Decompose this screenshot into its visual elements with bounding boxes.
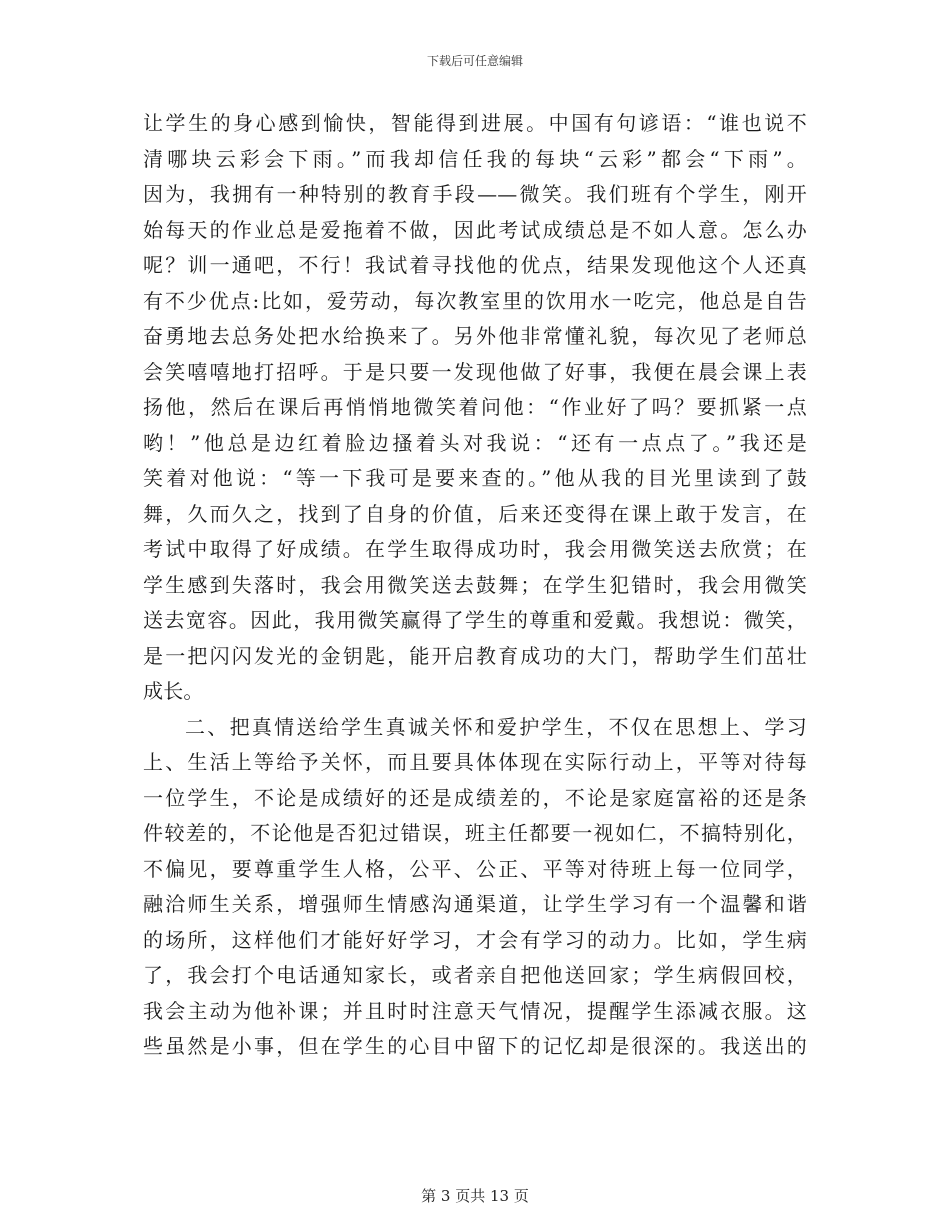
body-line-26: 我会主动为他补课；并且时时注意天气情况，提醒学生添减衣服。这 bbox=[143, 998, 807, 1023]
body-line-23: 融洽师生关系，增强师生情感沟通渠道，让学生学习有一个温馨和谐 bbox=[143, 892, 807, 916]
body-line-2: 清哪块云彩会下雨。”而我却信任我的每块“云彩”都会“下雨”。 bbox=[143, 146, 807, 171]
page-header-note: 下载后可任意编辑 bbox=[426, 54, 523, 68]
body-line-3: 因为，我拥有一种特别的教育手段——微笑。我们班有个学生，刚开 bbox=[143, 182, 807, 206]
body-line-6: 有不少优点:比如，爱劳动，每次教室里的饮用水一吃完，他总是自告 bbox=[143, 288, 807, 313]
body-line-4: 始每天的作业总是爱拖着不做，因此考试成绩总是不如人意。怎么办 bbox=[143, 217, 807, 242]
body-line-10: 哟！”他总是边红着脸边搔着头对我说：“还有一点点了。”我还是 bbox=[143, 430, 807, 455]
body-line-24: 的场所，这样他们才能好好学习，才会有学习的动力。比如，学生病 bbox=[143, 927, 807, 952]
page-number-footer: 第 3 页共 13 页 bbox=[421, 1187, 529, 1205]
body-line-17: 成长。 bbox=[143, 679, 204, 703]
body-line-19: 上、生活上等给予关怀，而且要具体体现在实际行动上，平等对待每 bbox=[143, 750, 807, 774]
body-line-13: 考试中取得了好成绩。在学生取得成功时，我会用微笑送去欣赏；在 bbox=[143, 537, 807, 561]
body-line-18: 二、把真情送给学生真诚关怀和爱护学生，不仅在思想上、学习 bbox=[185, 714, 807, 739]
body-line-7: 奋勇地去总务处把水给换来了。另外他非常懂礼貌，每次见了老师总 bbox=[143, 324, 807, 348]
body-line-9: 扬他，然后在课后再悄悄地微笑着问他：“作业好了吗？要抓紧一点 bbox=[143, 395, 807, 419]
body-line-21: 件较差的，不论他是否犯过错误，班主任都要一视如仁，不搞特别化， bbox=[143, 821, 807, 845]
body-line-12: 舞，久而久之，找到了自身的价值，后来还变得在课上敢于发言，在 bbox=[143, 501, 807, 526]
body-line-1: 让学生的身心感到愉快，智能得到进展。中国有句谚语：“谁也说不 bbox=[143, 111, 807, 135]
body-line-27: 些虽然是小事，但在学生的心目中留下的记忆却是很深的。我送出的 bbox=[143, 1034, 807, 1058]
body-line-8: 会笑嘻嘻地打招呼。于是只要一发现他做了好事，我便在晨会课上表 bbox=[143, 359, 807, 384]
body-line-5: 呢？训一通吧，不行！我试着寻找他的优点，结果发现他这个人还真 bbox=[143, 253, 807, 277]
body-line-22: 不偏见，要尊重学生人格，公平、公正、平等对待班上每一位同学， bbox=[143, 856, 807, 881]
document-body bbox=[143, 106, 807, 1065]
body-line-15: 送去宽容。因此，我用微笑赢得了学生的尊重和爱戴。我想说：微笑， bbox=[143, 608, 807, 632]
body-line-16: 是一把闪闪发光的金钥匙，能开启教育成功的大门，帮助学生们茁壮 bbox=[143, 643, 807, 668]
body-line-20: 一位学生，不论是成绩好的还是成绩差的，不论是家庭富裕的还是条 bbox=[143, 785, 807, 810]
body-line-25: 了，我会打个电话通知家长，或者亲自把他送回家；学生病假回校， bbox=[143, 963, 807, 987]
body-line-11: 笑着对他说：“等一下我可是要来查的。”他从我的目光里读到了鼓 bbox=[143, 466, 807, 490]
body-line-14: 学生感到失落时，我会用微笑送去鼓舞；在学生犯错时，我会用微笑 bbox=[143, 572, 807, 597]
